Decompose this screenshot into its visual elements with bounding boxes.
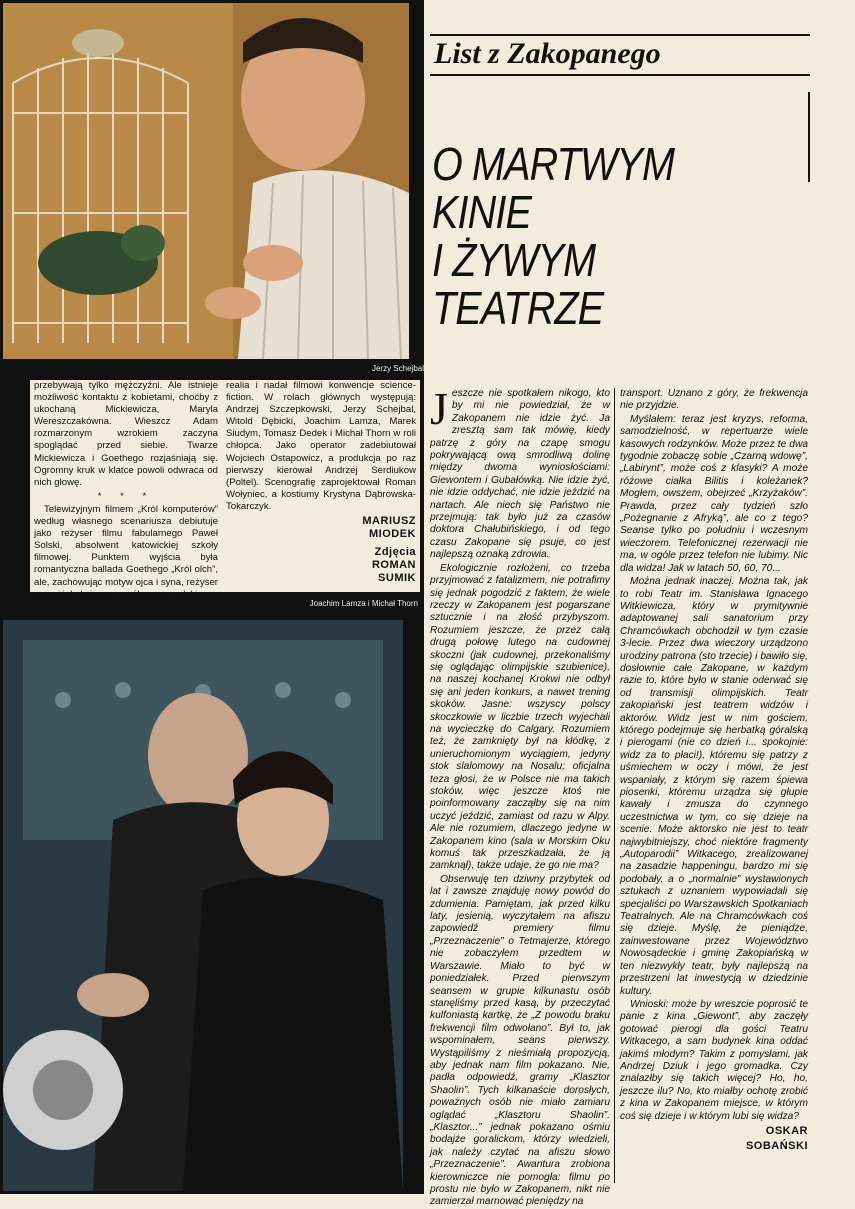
photo-caption-bottom: Joachim Lamza i Michał Thorn <box>309 599 418 608</box>
article-paragraph-7: Wnioski: może by wreszcie poprosić te panie z kina „Giewont”, aby zaczęły gotować pierogi dla gości Teatru Witkacego, a sam budynek kina oddać jakimś młodym? Takim z pomysłami, jak Andrzej Dziuk i jego gromadka. Czy znalazłby się takich więcej? Ho, ho, jeszcze ilu? No, kto miałby ochotę zrobić z kina w Zakopanem miejsce, w którym coś się dzieje i w którym lubi się widza? <box>620 998 808 1122</box>
left-col1-paragraph-1: przebywają tylko mężczyźni. Ale istnieje możliwość kontaktu z kobietami, choćby z ukochaną Mickiewicza, Maryla Wereszczakówna. Wieszcz Adam rozmarzonym wzrokiem zaczyna spoglądać przed siebie. Twarze Mickiewicza i Goethego rozjaśniają się. Ogromny kruk w klatce powoli odwraca od nich głowę. <box>34 380 218 488</box>
headline-line-3: I ŻYWYM <box>432 234 596 286</box>
left-column-2 <box>222 380 420 592</box>
birdcage-illustration <box>3 3 409 359</box>
article-paragraph-5: Myślałem: teraz jest kryzys, reforma, samodzielność, w repertuarze wiele kasowych rodzynków. Może przez te dwa tygodnie zobaczę sobie „Czarną wdowę”, „Labirynt”, może coś z klasyki? A może różowe ciałka Bilitis i koleżanek? Mogłem, owszem, obejrzeć „Krzyżaków”. Prawda, przez cały tydzień szło „Pożegnanie z Afryką”, ale co z tego? Seanse tylko po południu i wczesnym wieczorem. Telefonicznej rezerwacji nie ma, w ogóle przez telefon nie lubimy. Nic dla widza! Jak w latach 50, 60, 70... <box>620 413 808 574</box>
article-author-name: OSKAR <box>765 1124 808 1137</box>
article-column-middle <box>430 383 610 1208</box>
left-col2-paragraph-1: realia i nadał filmowi konwencje science-fiction. W rolach głównych występują: Andrzej Szczepkowski, Jerzy Schejbal, Witold Dębicki, Joachim Lamza, Marek Siudym, Tomasz Dedek i Michał Thorn w roli chłopca. Jako operator zadebiutował Wojciech Ostapowicz, a produkcja po raz pierwszy kierował Andrzej Serdiukow (Poltel). Scenografię zaprojektował Roman Wołyniec, a kostiumy Krystyna Dąbrowska-Tokarczyk. <box>226 380 416 512</box>
section-title: List z Zakopanego <box>434 37 661 70</box>
headline-line-2: KINIE <box>432 186 532 238</box>
article-author-surname: SOBAŃSKI <box>745 1139 808 1152</box>
article-paragraph-2: Ekologicznie rozłożeni, co trzeba przyjmować z fatalizmem, nie potrafimy się jednak pogodzić z faktem, że wiele rzeczy w Zakopanem jest pogarszane sztucznie i na złość przybyszom. Rozumiem jeszcze, że przez całą drugą połowę lutego na cudownej skoczni (jak cudownej, przekonaliśmy się oglądając olimpijskie szubienice), na naszej kochanej Krokwi nie odbył się ani jeden konkurs, a nawet trening skoków. Jasne: wszyscy polscy skoczkowie w liczbie trzech wyjechali na wycieczkę do Calgary. Rozumiem też, że zamknięty był na kłódkę, z unieruchomionym wyciągiem, jedyny stok slalomowy na Nosalu; oficjalna teza głosi, że w Polsce nie ma takich stoków, więc jeszcze ktoś nie poinformowany zacząłby się na nim uczyć jeździć, zamiast od razu w Alpy. Ale nie rozumiem, dlaczego jedyne w Zakopanem kino (sala w Morskim Oku komuś tak przeszkadzała, że ją zamknął), także udaje, że go nie ma? <box>430 562 610 872</box>
headline-line-4: TEATRZE <box>432 282 604 334</box>
photographer-name: ROMAN <box>371 559 416 572</box>
photo-actor-with-birdcage <box>3 3 409 359</box>
article-headline <box>432 140 690 335</box>
article-paragraph-4: transport. Uznano z góry, że frekwencja nie przyjdzie. <box>620 388 808 412</box>
article-paragraph-3: Obserwuję ten dziwny przybytek od lat i zawsze znajduję nowy powód do zdumienia. Pamiętam, jak przed kilku laty, jesienią, wyczytałem na afiszu zapowiedź premiery filmu „Przeznaczenie” o Tetmajerze, którego nie zobaczyłem przedtem w Warszawie. Miało to być w poniedziałek. Przed pierwszym seansem w grupie kilkunastu osób stanęliśmy przed kasą, by przeczytać kulfoniastą kartkę, że „Z powodu braku frekwencji film odwołano”. Był to, jak wspominałem, seans pierwszy. Wystąpiliśmy z nieśmiałą propozycją, aby jednak nam film pokazano. Nie, padła odpowiedź, gramy „Klasztor Shaolin”. Tych kilkanaście dorosłych, poważnych osób nie miało zamiaru oglądać „Klasztoru Shaolin”. „Klasztor...” jednak pokazano ośmiu bodajże goralickom, którzy wiedzieli, jak należy czytać na afiszu słowo „Przeznaczenie”. Awantura zrobiona kierowniczce nie pomogła: filmu po prostu nie było w Zakopanem, nikt nie zamierzał marnować pieniędzy na <box>430 873 610 1208</box>
section-stars: * * * <box>97 490 155 502</box>
photographer-surname: SUMIK <box>378 572 416 585</box>
article-column-right <box>620 388 808 1183</box>
photo-man-and-boy <box>3 620 403 1191</box>
article-paragraph-1 <box>430 383 610 562</box>
author-surname-1: MIODEK <box>369 528 416 541</box>
article-paragraph-6: Można jednak inaczej. Można tak, jak to robi Teatr im. Stanisława Ignacego Witkiewicza, który w prymitywnie adaptowanej sali sanatorium przy Chramcówkach obchodził w tym czasie 3-lecie. Przez dwa wieczory urządzono urodziny patrona (sto trzecie) i bawiło się, dosłownie całe Zakopane, w każdym razie to, które było w stanie oderwać się od transmisji olimpijskich. Teatr zakopiański jest teatrem widzów i aktorów. Widz jest w nim gościem, którego podejmuje się herbatką góralską i pierogami (nie co dzień i... spokojnie: widz za to płaci!), któremu się patrzy z uśmiechem w oczy i mówi, że jest wspaniały, z którym się razem śpiewa piosenki, któremu urządza się głupie kawały i zmusza do czynnego uczestnictwa w tym, co się dzieje na scenie. Może aktorsko nie jest to teatr najwybitniejszy, choć niektóre fragmenty „Autoparodii” Witkacego, zrealizowanej na zasadzie happeningu, bardzo mi się podobały, a o „normalnie” wystawionych sztukach z uznaniem wypowiadali się specjaliści po Warszawskich Spotkaniach Teatralnych. Ale na Chramcówkach coś się dzieje. Myślę, że pieniądze, zainwestowane przez Województwo Nowosądeckie i gminę Zakopiańską w ten niezwykły teatr, były najlepszą na przestrzeni lat inwestycją w dziedzinie kultury. <box>620 576 808 997</box>
drop-cap: J <box>430 383 448 434</box>
film-still-illustration <box>3 620 403 1191</box>
headline-line-1: O MARTWYM <box>432 138 675 190</box>
left-column-1 <box>30 380 222 600</box>
left-col1-paragraph-2: Telewizyjnym filmem „Król komputerów” według własnego scenariusza debiutuje jako reżyser filmu fabularnego Paweł Solski, absolwent katowickiej szkoły filmowej. Punktem wyjścia była romantyczna ballada Goethego „Król olch”, ale, zachowując motyw ojca i syna, reżyser przeniósł akcję we współczesne polskie <box>34 503 218 600</box>
column-separator <box>614 388 615 1183</box>
vertical-rule <box>808 92 810 182</box>
header-rule-bottom <box>430 74 810 76</box>
photos-credit-label: Zdjęcia <box>374 546 416 559</box>
article-paragraph-1-text: eszcze nie spotkałem nikogo, kto by mi nie powiedział, że w Zakopanem nie idzie żyć. Ja zresztą sam tak mówię, kiedy patrzę z góry na czapę smogu pokrywającą ową smrodliwą dolinę między dwoma wyniosłościami: Giewontem i Gubałówką. Nie idzie żyć, nie idzie oddychać, nie idzie jeździć na nartach. Ale niech się Państwo nie przejmują: tak było już za czasów doktora Chałubińskiego, i od tego czasu Zakopane się psuje, co jest najlepszą oznaką zdrowia. <box>430 388 610 561</box>
author-name-1: MARIUSZ <box>362 515 416 528</box>
photo-caption-top: Jerzy Schejbal <box>371 364 424 373</box>
